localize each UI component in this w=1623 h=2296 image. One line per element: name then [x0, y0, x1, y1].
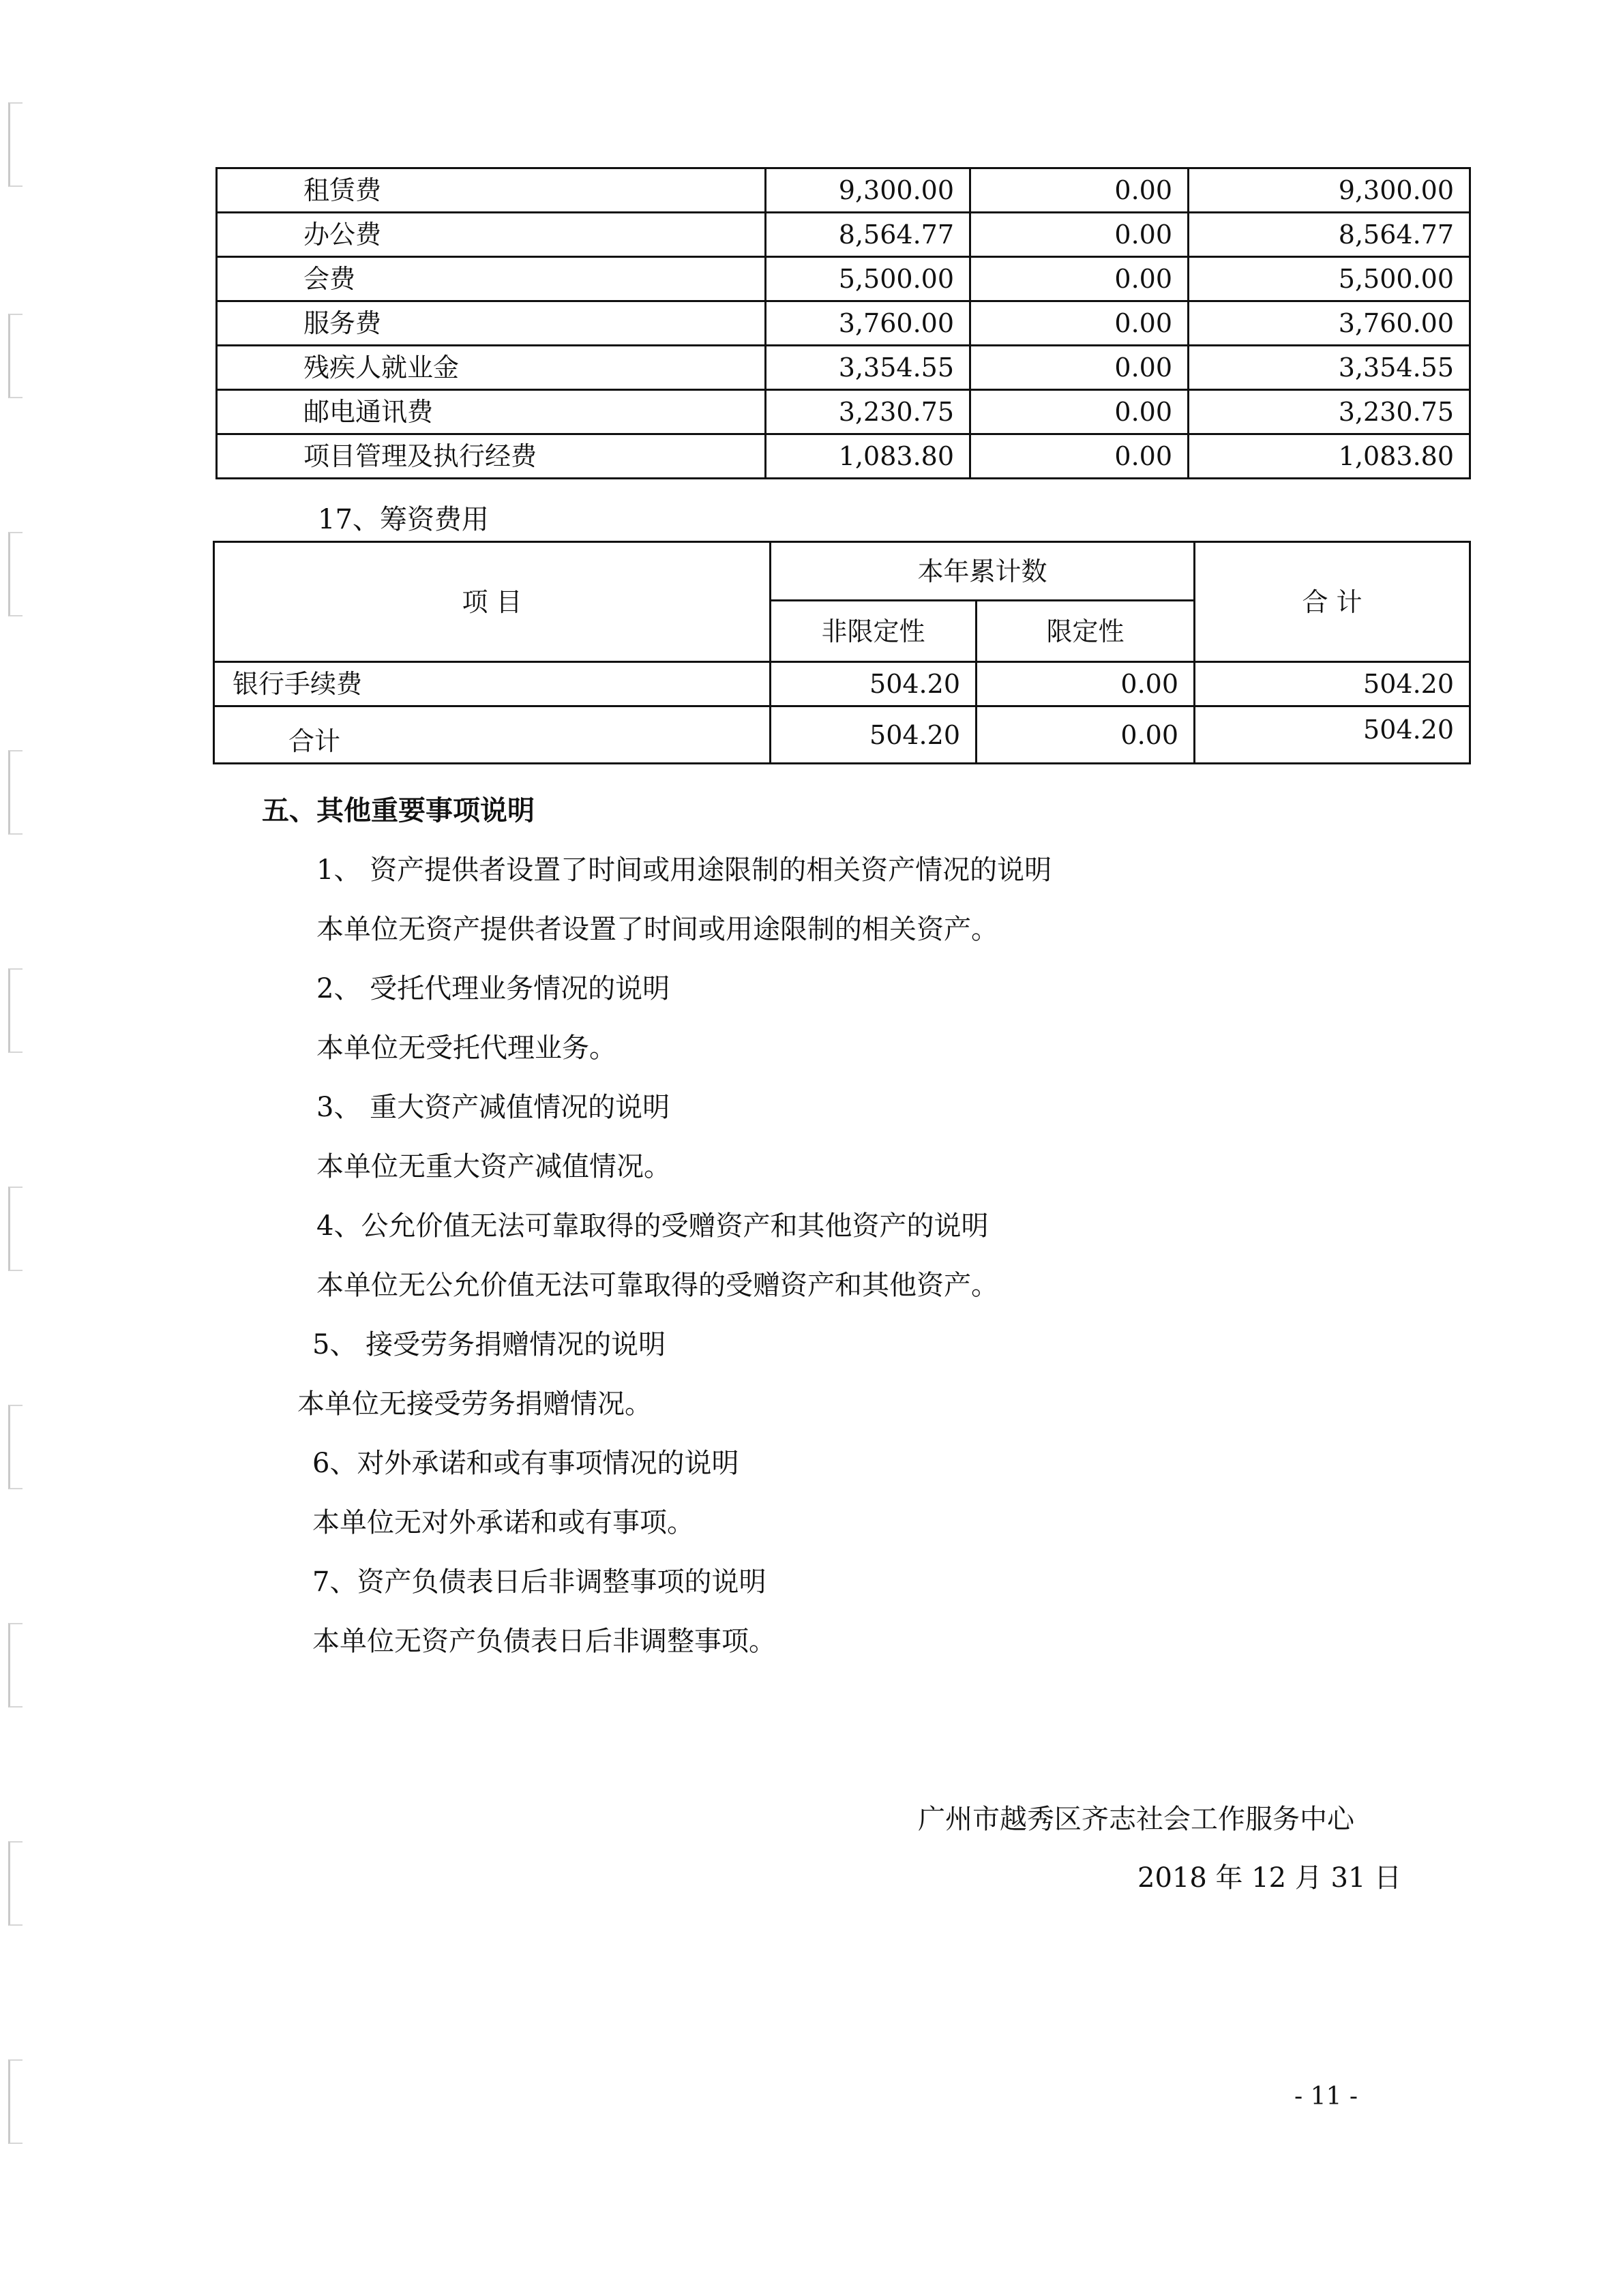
item-title: 1、 资产提供者设置了时间或用途限制的相关资产情况的说明 — [316, 854, 1052, 886]
total-value: 504.20 — [1195, 662, 1470, 706]
item-body: 本单位无接受劳务捐赠情况。 — [297, 1388, 652, 1420]
restricted-value: 0.00 — [970, 257, 1189, 301]
unrestricted-value: 3,354.55 — [766, 346, 970, 390]
total-label: 合计 — [214, 706, 771, 764]
row-name: 项目管理及执行经费 — [217, 434, 766, 479]
restricted-total: 0.00 — [977, 706, 1195, 764]
item-title: 5、 接受劳务捐赠情况的说明 — [312, 1329, 666, 1360]
header-period: 本年累计数 — [771, 542, 1195, 601]
restricted-value: 0.00 — [970, 390, 1189, 434]
item-body: 本单位无资产负债表日后非调整事项。 — [312, 1626, 776, 1657]
restricted-value: 0.00 — [970, 213, 1189, 257]
unrestricted-value: 9,300.00 — [766, 168, 970, 213]
unrestricted-value: 504.20 — [771, 662, 977, 706]
section-heading: 五、其他重要事项说明 — [262, 794, 535, 826]
total-value: 5,500.00 — [1189, 257, 1470, 301]
row-name: 银行手续费 — [214, 662, 771, 706]
row-name: 残疾人就业金 — [217, 346, 766, 390]
row-name: 服务费 — [217, 301, 766, 346]
item-title: 3、 重大资产减值情况的说明 — [316, 1092, 670, 1123]
item-body: 本单位无重大资产减值情况。 — [316, 1151, 671, 1182]
item-title: 7、资产负债表日后非调整事项的说明 — [312, 1566, 766, 1598]
table-row — [217, 390, 1470, 434]
binding-edge-mark — [8, 532, 23, 616]
restricted-value: 0.00 — [970, 346, 1189, 390]
total-value: 3,230.75 — [1189, 390, 1470, 434]
row-name: 会费 — [217, 257, 766, 301]
binding-edge-mark — [8, 1623, 23, 1708]
header-total: 合 计 — [1195, 542, 1470, 662]
signature-date: 2018 年 12 月 31 日 — [1137, 1862, 1402, 1894]
table-row — [214, 662, 1470, 706]
binding-edge-mark — [8, 2059, 23, 2144]
total-value: 8,564.77 — [1189, 213, 1470, 257]
table-row — [217, 346, 1470, 390]
page-number: - 11 - — [1294, 2083, 1358, 2111]
unrestricted-value: 1,083.80 — [766, 434, 970, 479]
unrestricted-total: 504.20 — [771, 706, 977, 764]
restricted-value: 0.00 — [970, 168, 1189, 213]
item-title: 4、公允价值无法可靠取得的受赠资产和其他资产的说明 — [316, 1210, 989, 1242]
expense-table — [215, 167, 1471, 479]
table-row — [217, 168, 1470, 213]
total-value: 9,300.00 — [1189, 168, 1470, 213]
organization-name: 广州市越秀区齐志社会工作服务中心 — [918, 1804, 1354, 1835]
item-body: 本单位无对外承诺和或有事项。 — [312, 1507, 694, 1538]
unrestricted-value: 5,500.00 — [766, 257, 970, 301]
row-name: 租赁费 — [217, 168, 766, 213]
row-name: 办公费 — [217, 213, 766, 257]
item-body: 本单位无公允价值无法可靠取得的受赠资产和其他资产。 — [316, 1270, 998, 1301]
header-item: 项 目 — [214, 542, 771, 662]
item-title: 2、 受托代理业务情况的说明 — [316, 973, 670, 1004]
fundraising-table — [213, 541, 1471, 764]
total-value: 3,354.55 — [1189, 346, 1470, 390]
item-title: 6、对外承诺和或有事项情况的说明 — [312, 1448, 739, 1479]
header-restricted: 限定性 — [977, 601, 1195, 662]
unrestricted-value: 3,760.00 — [766, 301, 970, 346]
grand-total: 504.20 — [1195, 706, 1470, 764]
restricted-value: 0.00 — [970, 301, 1189, 346]
binding-edge-mark — [8, 750, 23, 835]
item-body: 本单位无资产提供者设置了时间或用途限制的相关资产。 — [316, 914, 998, 945]
table-row — [217, 301, 1470, 346]
total-value: 1,083.80 — [1189, 434, 1470, 479]
binding-edge-mark — [8, 1187, 23, 1271]
restricted-value: 0.00 — [970, 434, 1189, 479]
header-unrestricted: 非限定性 — [771, 601, 977, 662]
binding-edge-mark — [8, 968, 23, 1053]
table-row — [217, 434, 1470, 479]
total-row — [214, 706, 1470, 764]
binding-edge-mark — [8, 1405, 23, 1489]
row-name: 邮电通讯费 — [217, 390, 766, 434]
restricted-value: 0.00 — [977, 662, 1195, 706]
item-body: 本单位无受托代理业务。 — [316, 1032, 616, 1064]
total-value: 3,760.00 — [1189, 301, 1470, 346]
binding-edge-mark — [8, 1841, 23, 1926]
table-row — [217, 213, 1470, 257]
binding-edge-mark — [8, 102, 23, 187]
unrestricted-value: 3,230.75 — [766, 390, 970, 434]
binding-edge-mark — [8, 314, 23, 398]
unrestricted-value: 8,564.77 — [766, 213, 970, 257]
table-row — [217, 257, 1470, 301]
header-row — [214, 542, 1470, 601]
section-title: 17、筹资费用 — [318, 504, 489, 535]
